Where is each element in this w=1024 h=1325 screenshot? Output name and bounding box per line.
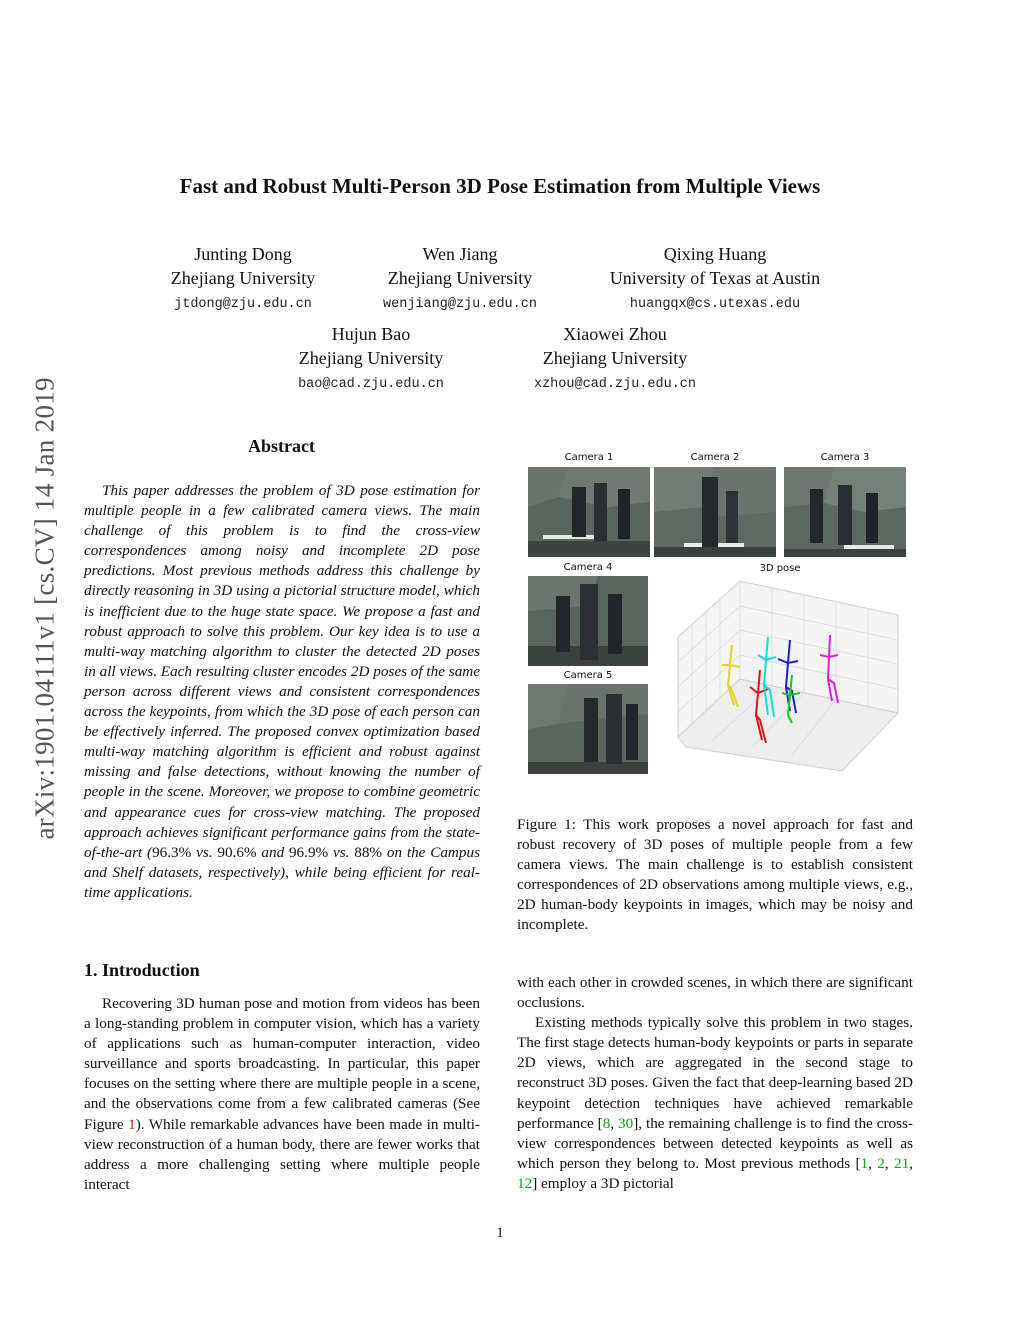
arxiv-side-label: arXiv:1901.04111v1 [cs.CV] 14 Jan 2019 bbox=[29, 377, 60, 840]
3d-pose-plot bbox=[672, 575, 912, 775]
abstract-value: 90.6% bbox=[217, 843, 257, 861]
abstract-text: and bbox=[256, 843, 289, 861]
author-block bbox=[276, 322, 466, 397]
intro-paragraph bbox=[517, 1013, 913, 1194]
author-block bbox=[148, 242, 338, 317]
author-name: Hujun Bao bbox=[331, 324, 411, 344]
intro-text: ] employ a 3D pictorial bbox=[532, 1174, 674, 1192]
author-email[interactable]: jtdong@zju.edu.cn bbox=[174, 297, 312, 312]
author-affiliation: Zhejiang University bbox=[298, 348, 444, 368]
abstract-value: 96.9% bbox=[288, 843, 329, 861]
author-email[interactable]: wenjiang@zju.edu.cn bbox=[383, 297, 537, 312]
figure-ref[interactable]: 1 bbox=[128, 1115, 136, 1133]
intro-text: with each other in crowded scenes, in which there are significant occlusions. bbox=[517, 974, 913, 1012]
intro-text: , bbox=[610, 1114, 619, 1132]
abstract-body bbox=[84, 481, 480, 903]
camera-label: Camera 2 bbox=[690, 452, 740, 463]
author-name: Qixing Huang bbox=[663, 244, 767, 264]
paper-title: Fast and Robust Multi-Person 3D Pose Estimation from Multiple Views bbox=[179, 174, 821, 198]
abstract-text: vs. bbox=[191, 843, 218, 861]
intro-column-left bbox=[84, 994, 480, 1195]
intro-text: Recovering 3D human pose and motion from videos has been a long-standing problem in computer vision, which has a variety of applications such as human-computer interaction, video surveillance and sports broadcasting. In particular, this paper focuses on the setting where there are multiple people in a scene, and the observations come from a few calibrated cameras (See Figure bbox=[84, 995, 480, 1133]
abstract-value: 96.3% bbox=[152, 843, 192, 861]
section-heading: 1. Introduction bbox=[84, 960, 200, 980]
abstract-text: on the Campus and Shelf datasets, respectively), while being efficient for real-time applications. bbox=[84, 843, 480, 901]
author-name: Junting Dong bbox=[194, 244, 292, 264]
citation-ref[interactable]: 8 bbox=[602, 1114, 611, 1132]
camera-label: Camera 3 bbox=[820, 452, 870, 463]
intro-paragraph bbox=[517, 973, 913, 1013]
intro-text: ). While remarkable advances have been made in multi-view reconstruction of a human body, there are fewer works that address a more challenging setting where multiple people interact bbox=[84, 1115, 480, 1193]
abstract-paragraph bbox=[84, 481, 480, 903]
camera-3-image bbox=[784, 467, 906, 557]
author-email[interactable]: bao@cad.zju.edu.cn bbox=[298, 377, 444, 392]
author-name: Xiaowei Zhou bbox=[563, 324, 667, 344]
citation-ref[interactable]: 2 bbox=[877, 1154, 885, 1172]
author-affiliation: Zhejiang University bbox=[387, 268, 533, 288]
intro-paragraph bbox=[84, 994, 480, 1195]
intro-text: , bbox=[884, 1154, 895, 1172]
camera-label: Camera 5 bbox=[563, 670, 613, 681]
citation-ref[interactable]: 21 bbox=[894, 1154, 910, 1172]
author-block bbox=[360, 242, 560, 317]
intro-text: Existing methods typically solve this problem in two stages. The first stage detects human-body keypoints or parts in separate 2D views, which are aggregated in the second stage to reconstruct 3D poses. Given the fact that deep-learning based 2D keypoint detection techniques have achieved remarkable performance [ bbox=[517, 1014, 913, 1132]
citation-ref[interactable]: 30 bbox=[618, 1114, 634, 1132]
author-affiliation: University of Texas at Austin bbox=[609, 268, 821, 288]
intro-text: ], the remaining challenge is to find the cross-view correspondences between detected keypoints as well as which person they belong to. Most previous methods [ bbox=[517, 1114, 913, 1172]
camera-5-image bbox=[528, 684, 648, 774]
author-block bbox=[515, 322, 715, 397]
citation-ref[interactable]: 1 bbox=[860, 1154, 869, 1172]
abstract-text: This paper addresses the problem of 3D pose estimation for multiple people in a few calibrated camera views. The main challenge of this problem is to find the cross-view correspondences among noisy and incomplete 2D pose predictions. Most previous methods address this challenge by directly reasoning in 3D using a pictorial structure model, which is inefficient due to the huge state space. We propose a fast and robust approach to solve this problem. Our key idea is to use a multi-way matching algorithm to cluster the detected 2D poses in all views. Each resulting cluster encodes 2D poses of the same person across different views and consistent correspondences across the keypoints, from which the 3D pose of each person can be effectively inferred. The proposed convex optimization based multi-way matching algorithm is efficient and robust against missing and false detections, without knowing the number of people in the scene. Moreover, we propose to combine geometric and appearance cues for cross-view matching. The proposed approach achieves significant performance gains from the state-of-the-art ( bbox=[84, 482, 480, 861]
author-email[interactable]: xzhou@cad.zju.edu.cn bbox=[533, 377, 697, 392]
intro-text: , bbox=[868, 1154, 878, 1172]
author-affiliation: Zhejiang University bbox=[542, 348, 688, 368]
page-number: 1 bbox=[496, 1225, 504, 1241]
author-affiliation: Zhejiang University bbox=[170, 268, 316, 288]
abstract-text: vs. bbox=[328, 843, 355, 861]
citation-ref[interactable]: 12 bbox=[517, 1174, 533, 1192]
abstract-value: 88% bbox=[354, 843, 383, 861]
author-block bbox=[585, 242, 845, 317]
camera-1-image bbox=[528, 467, 650, 557]
author-email[interactable]: huangqx@cs.utexas.edu bbox=[629, 297, 801, 312]
intro-text: , bbox=[909, 1154, 914, 1172]
figure-caption: Figure 1: This work proposes a novel approach for fast and robust recovery of 3D poses of multiple people from a few camera views. The main challenge is to establish consistent correspondences of 2D observations among multiple views, e.g., 2D human-body keypoints in images, which may be noisy and incomplete. bbox=[517, 816, 913, 934]
camera-4-image bbox=[528, 576, 648, 666]
camera-label: Camera 1 bbox=[564, 452, 614, 463]
camera-label: Camera 4 bbox=[563, 562, 613, 573]
camera-2-image bbox=[654, 467, 776, 557]
pose-label: 3D pose bbox=[759, 563, 801, 574]
intro-column-right bbox=[517, 973, 913, 1194]
author-name: Wen Jiang bbox=[422, 244, 498, 264]
abstract-heading: Abstract bbox=[248, 436, 315, 456]
